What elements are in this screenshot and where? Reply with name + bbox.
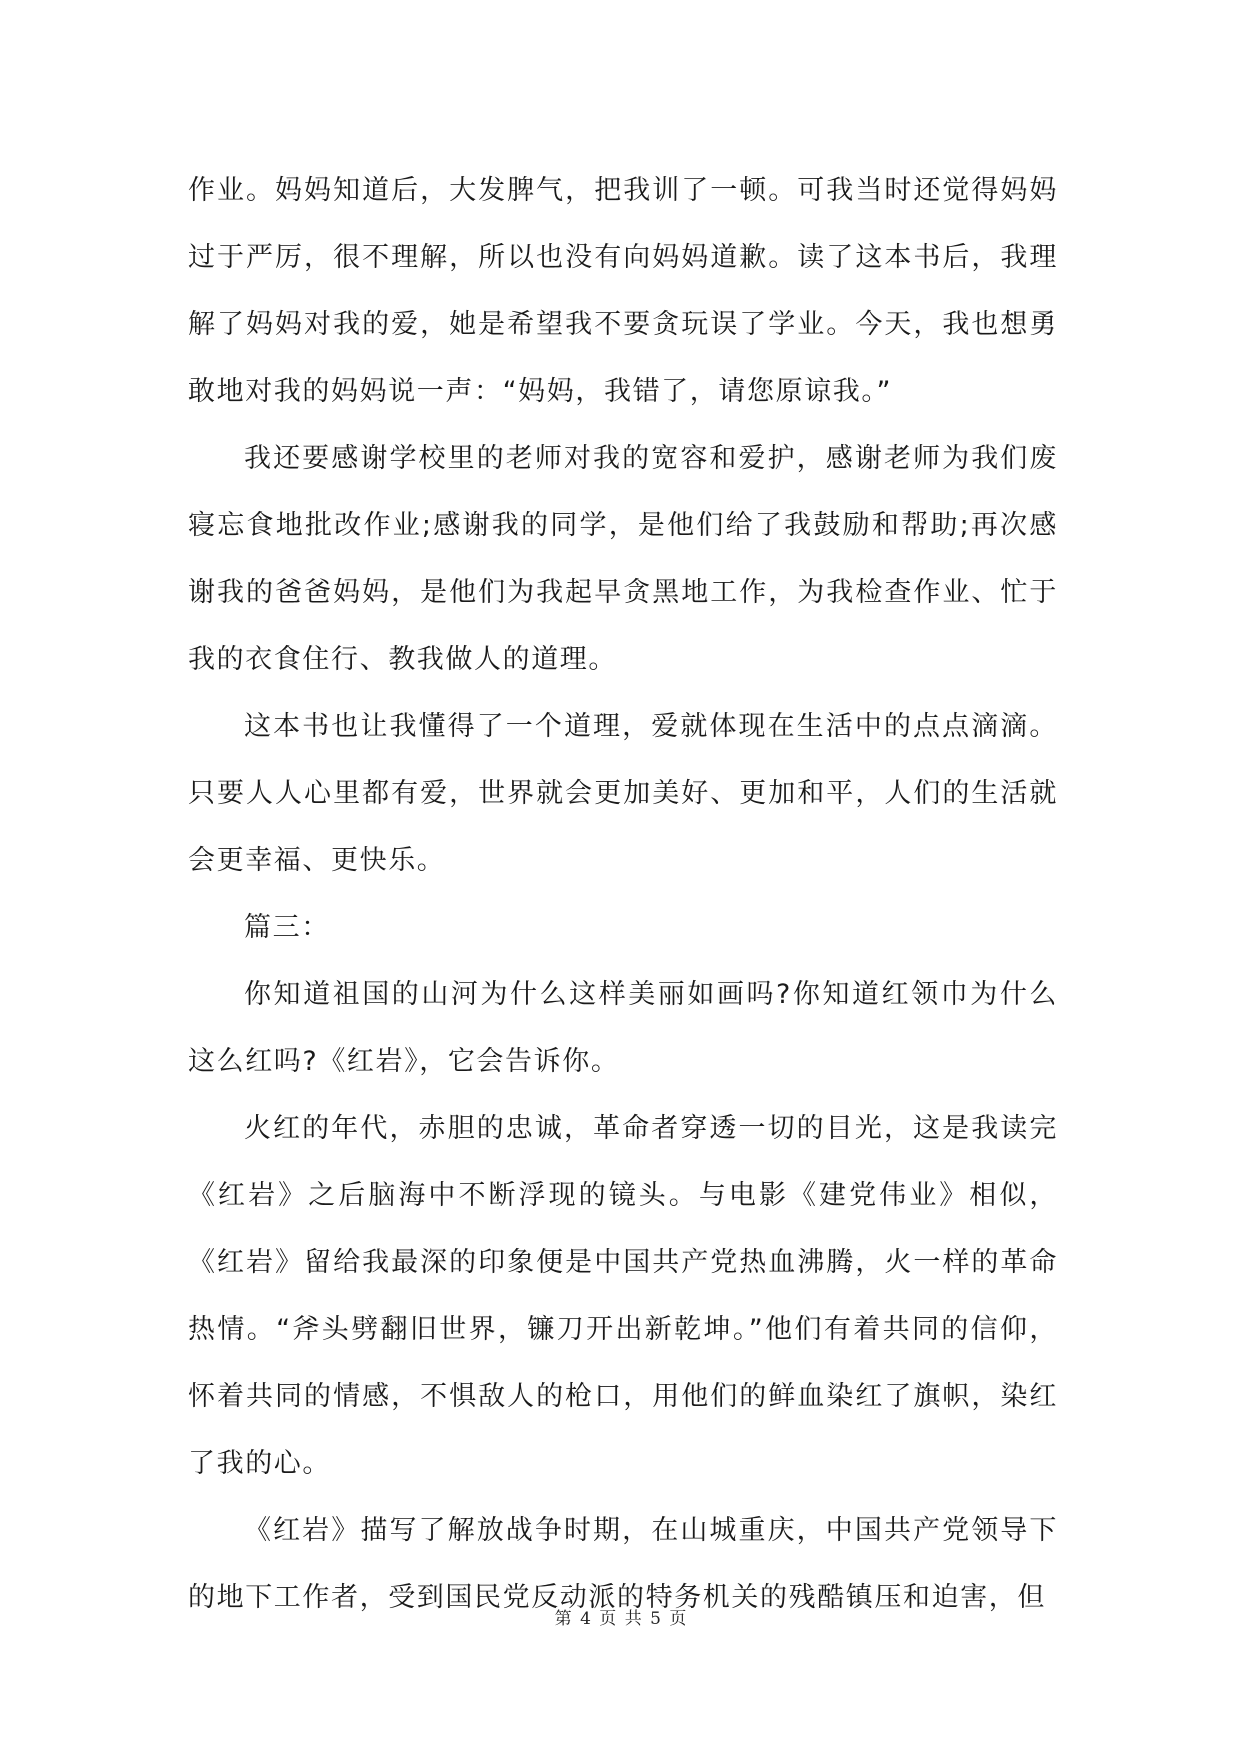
document-body (188, 157, 1058, 1631)
paragraph-lesson: 这本书也让我懂得了一个道理，爱就体现在生活中的点点滴滴。只要人人心里都有爱，世界就会更加美好、更加和平，人们的生活就会更幸福、更快乐。 (188, 711, 1058, 876)
paragraph-impression: 火红的年代，赤胆的忠诚，革命者穿透一切的目光，这是我读完《红岩》之后脑海中不断浮现的镜头。与电影《建党伟业》相似，《红岩》留给我最深的印象便是中国共产党热血沸腾，火一样的革命热情。“斧头劈翻旧世界，镰刀开出新乾坤。”他们有着共同的信仰，怀着共同的情感，不惧敌人的枪口，用他们的鲜血染红了旗帜，染红了我的心。 (188, 1113, 1058, 1479)
paragraph-question: 你知道祖国的山河为什么这样美丽如画吗?你知道红领巾为什么这么红吗?《红岩》，它会告诉你。 (188, 979, 1058, 1077)
page-footer: 第 4 页 共 5 页 (554, 1609, 687, 1629)
paragraph-thanks: 我还要感谢学校里的老师对我的宽容和爱护，感谢老师为我们废寝忘食地批改作业;感谢我的同学，是他们给了我鼓励和帮助;再次感谢我的爸爸妈妈，是他们为我起早贪黑地工作，为我检查作业、忙于我的衣食住行、教我做人的道理。 (188, 443, 1058, 675)
paragraph-continued: 作业。妈妈知道后，大发脾气，把我训了一顿。可我当时还觉得妈妈过于严厉，很不理解，所以也没有向妈妈道歉。读了这本书后，我理解了妈妈对我的爱，她是希望我不要贪玩误了学业。今天，我也想勇敢地对我的妈妈说一声：“妈妈，我错了，请您原谅我。” (188, 175, 1058, 407)
paragraph-summary: 《红岩》描写了解放战争时期，在山城重庆，中国共产党领导下的地下工作者，受到国民党反动派的特务机关的残酷镇压和迫害，但 (188, 1515, 1058, 1613)
section-heading: 篇三： (244, 912, 330, 943)
